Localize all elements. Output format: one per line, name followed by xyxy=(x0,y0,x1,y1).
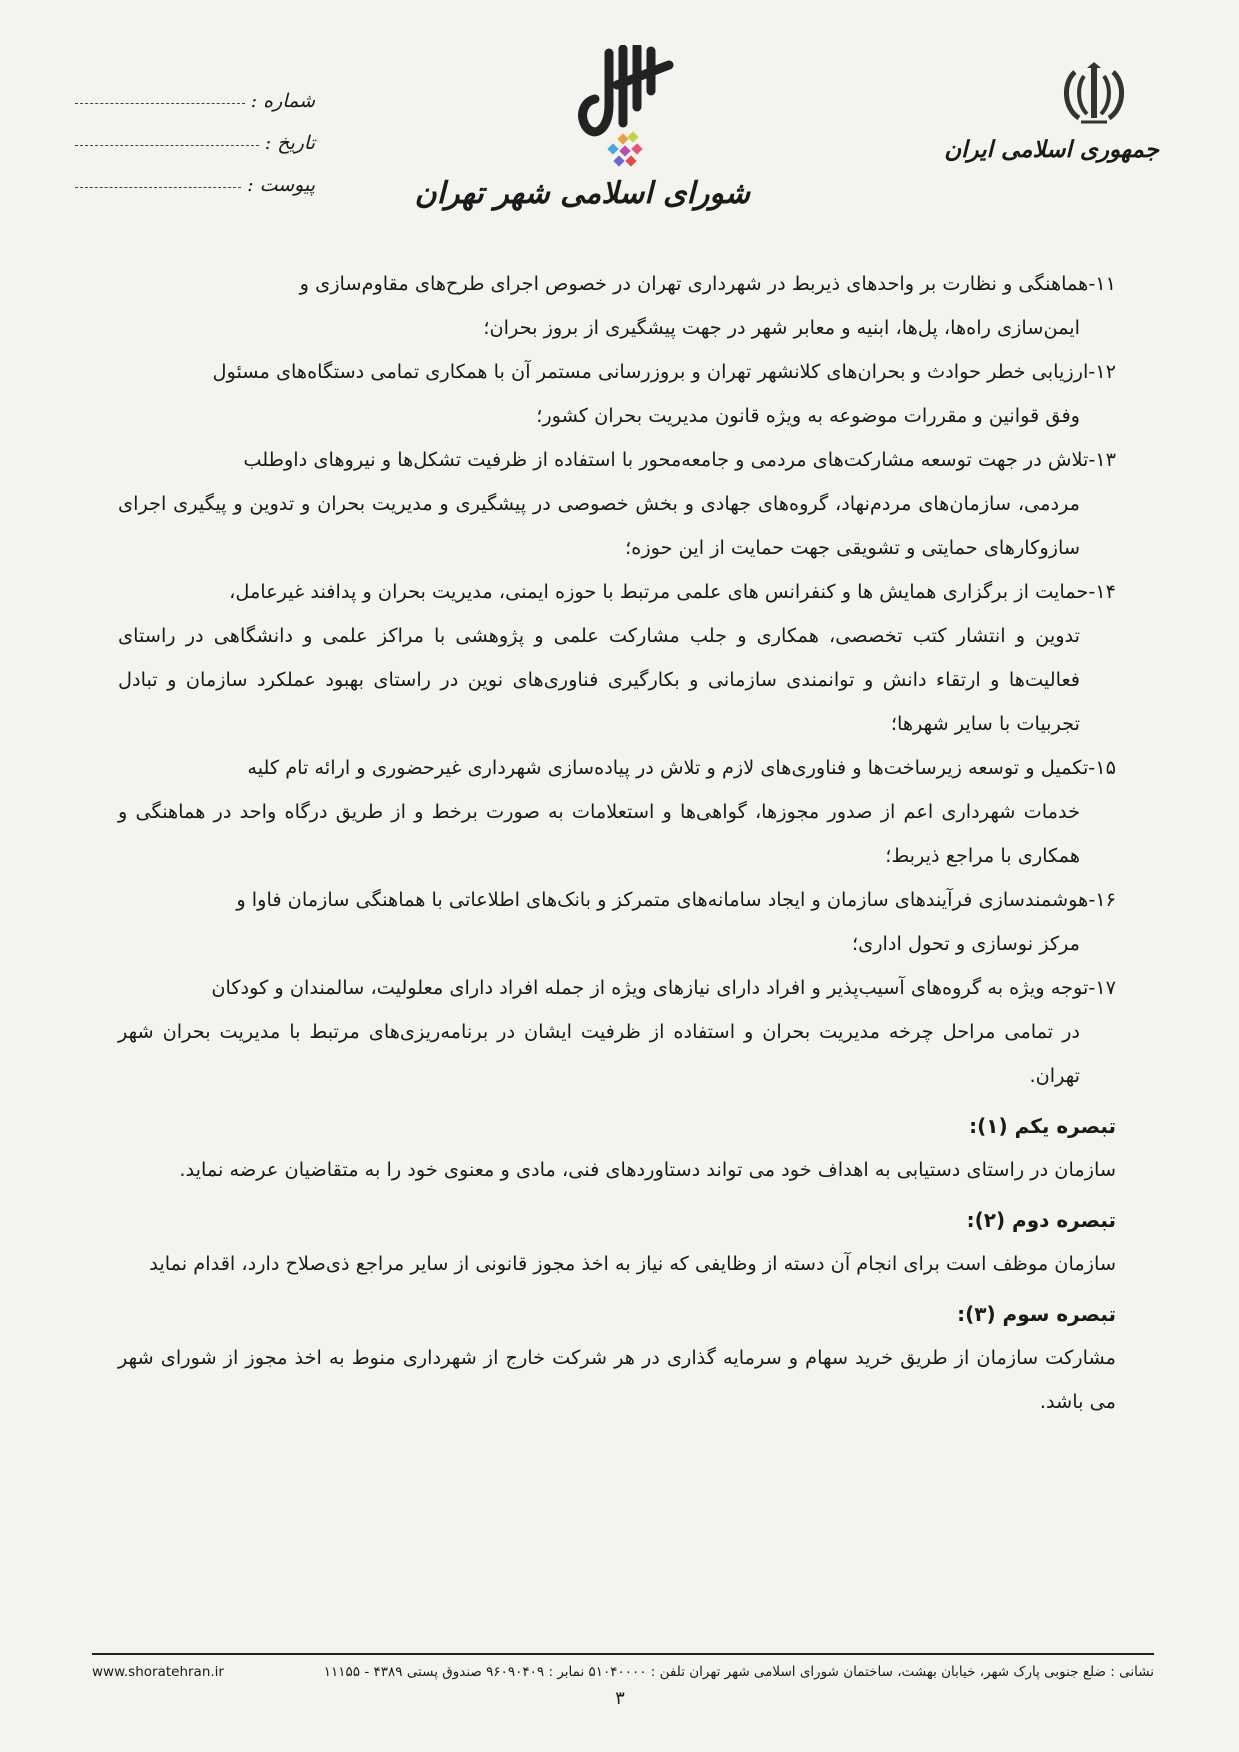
ref-date-row xyxy=(75,112,315,154)
item-17-rest: در تمامی مراحل چرخه مدیریت بحران و استفاده از ظرفیت ایشان در برنامه‌ریزی‌های مرتبط با مدیریت بحران شهر تهران. xyxy=(118,1020,1080,1087)
country-name: جمهوری اسلامی ایران xyxy=(944,136,1159,163)
footer xyxy=(92,1664,1154,1680)
list-item xyxy=(118,438,1116,570)
page-number: ۳ xyxy=(615,1688,625,1709)
note-1-text: سازمان در راستای دستیابی به اهداف خود می تواند دستاوردهای فنی، مادی و معنوی خود را به متقاضیان عرضه نماید. xyxy=(179,1158,1116,1181)
note-2-title: تبصره دوم (۲): xyxy=(966,1208,1116,1232)
item-17-first-line: ۱۷-توجه ویژه به گروه‌های آسیب‌پذیر و افراد دارای نیازهای ویژه از جمله افراد دارای معلولیت، سالمندان و کودکان xyxy=(211,976,1116,999)
council-name: شورای اسلامی شهر تهران xyxy=(414,176,750,211)
ref-attachment-label: پیوست : xyxy=(247,174,315,196)
list-item xyxy=(118,262,1116,350)
ref-date-label: تاریخ : xyxy=(264,132,315,154)
council-logo-block xyxy=(414,45,750,211)
item-14-first-line: ۱۴-حمایت از برگزاری همایش ها و کنفرانس های علمی مرتبط با حوزه ایمنی، مدیریت بحران و پدافند غیرعامل، xyxy=(229,580,1116,603)
note-1-title: تبصره یکم (۱): xyxy=(969,1114,1116,1138)
document-body xyxy=(118,262,1116,1424)
footer-divider xyxy=(92,1653,1154,1655)
ref-attachment-row xyxy=(75,154,315,196)
ref-number-row xyxy=(75,70,315,112)
footer-website-link[interactable]: www.shoratehran.ir xyxy=(92,1664,224,1680)
note-3-text: مشارکت سازمان از طریق خرید سهام و سرمایه گذاری در هر شرکت خارج از شهرداری منوط به اخذ مجوز از شورای شهر می باشد. xyxy=(118,1346,1116,1413)
item-16-first-line: ۱۶-هوشمندسازی فرآیندهای سازمان و ایجاد سامانه‌های متمرکز و بانک‌های اطلاعاتی با هماهنگی سازمان فاوا و xyxy=(236,888,1116,911)
country-emblem-block xyxy=(944,60,1159,163)
ref-number-line xyxy=(75,103,245,104)
item-15-first-line: ۱۵-تکمیل و توسعه زیرساخت‌ها و فناوری‌های لازم و تلاش در پیاده‌سازی شهرداری غیرحضوری و ارائه تام کلیه xyxy=(247,756,1116,779)
item-13-rest: مردمی، سازمان‌های مردم‌نهاد، گروه‌های جهادی و بخش خصوصی در پیشگیری و مدیریت بحران و تدوین و پیگیری اجرای سازوکارهای حمایتی و تشویقی جهت حمایت از این حوزه؛ xyxy=(118,492,1080,559)
item-12-rest: وفق قوانین و مقررات موضوعه به ویژه قانون مدیریت بحران کشور؛ xyxy=(536,404,1080,427)
iran-emblem-icon xyxy=(1057,60,1131,130)
list-item xyxy=(118,746,1116,878)
reference-fields xyxy=(75,70,315,196)
ref-date-line xyxy=(75,145,259,146)
item-14-rest: تدوین و انتشار کتب تخصصی، همکاری و جلب مشارکت علمی و پژوهشی با مراکز علمی و دانشگاهی در راستای فعالیت‌ها و ارتقاء دانش و توانمندی سازمانی و بکارگیری فناوری‌های نوین در راستای بهبود عملکرد سازمان و تبادل تجربیات با سایر شهرها؛ xyxy=(118,624,1080,735)
item-11-first-line: ۱۱-هماهنگی و نظارت بر واحدهای ذیربط در شهرداری تهران در خصوص اجرای طرح‌های مقاوم‌سازی و xyxy=(299,272,1116,295)
item-15-rest: خدمات شهرداری اعم از صدور مجوزها، گواهی‌ها و استعلامات به صورت برخط و از طریق درگاه واحد در هماهنگی و همکاری با مراجع ذیربط؛ xyxy=(118,800,1080,867)
letterhead xyxy=(0,0,1239,250)
ref-number-label: شماره : xyxy=(250,90,315,112)
item-11-rest: ایمن‌سازی راه‌ها، پل‌ها، ابنیه و معابر شهر در جهت پیشگیری از بروز بحران؛ xyxy=(483,316,1080,339)
item-13-first-line: ۱۳-تلاش در جهت توسعه مشارکت‌های مردمی و جامعه‌محور با استفاده از ظرفیت تشکل‌ها و نیروهای داوطلب xyxy=(243,448,1116,471)
council-logo-icon xyxy=(565,45,675,170)
footer-address: نشانی : ضلع جنوبی پارک شهر، خیابان بهشت، ساختمان شورای اسلامی شهر تهران تلفن : ۵۱۰۴۰۰۰۰ نمابر : ۹۶۰۹۰۴۰۹ صندوق پستی ۴۳۸۹ - ۱۱۱۵۵ xyxy=(323,1664,1154,1680)
ref-attachment-line xyxy=(75,187,241,188)
list-item xyxy=(118,350,1116,438)
list-item xyxy=(118,878,1116,966)
item-12-first-line: ۱۲-ارزیابی خطر حوادث و بحران‌های کلانشهر تهران و بروزرسانی مستمر آن با همکاری تمامی دستگاه‌های مسئول xyxy=(212,360,1116,383)
list-item xyxy=(118,966,1116,1098)
note-3-title: تبصره سوم (۳): xyxy=(957,1302,1116,1326)
item-16-rest: مرکز نوسازی و تحول اداری؛ xyxy=(852,932,1080,955)
list-item xyxy=(118,570,1116,746)
note-2-text: سازمان موظف است برای انجام آن دسته از وظایفی که نیاز به اخذ مجوز قانونی از سایر مراجع ذی‌صلاح دارد، اقدام نماید xyxy=(149,1252,1116,1275)
